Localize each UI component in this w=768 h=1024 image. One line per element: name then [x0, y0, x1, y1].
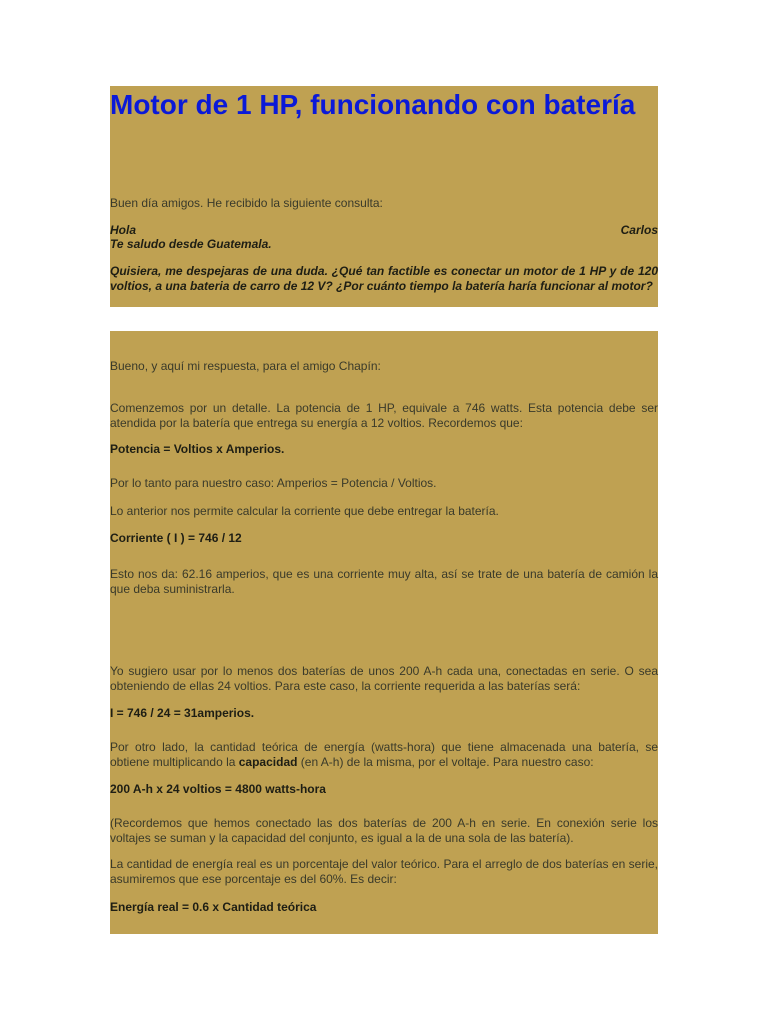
letter-author: Carlos [620, 223, 658, 237]
formula-real-energy: Energía real = 0.6 x Cantidad teórica [110, 900, 317, 914]
answer-intro: Bueno, y aquí mi respuesta, para el amigo Chapín: [110, 359, 381, 373]
formula-current-24v: I = 746 / 24 = 31amperios. [110, 706, 255, 720]
answer-paragraph-real-energy: La cantidad de energía real es un porcentaje del valor teórico. Para el arreglo de dos baterías en serie, asumiremos que ese porcentaje es del 60%. Es decir: [110, 857, 658, 886]
answer-paragraph-current: Lo anterior nos permite calcular la corriente que debe entregar la batería. [110, 504, 499, 518]
formula-energy: 200 A-h x 24 voltios = 4800 watts-hora [110, 782, 326, 796]
answer-paragraph-result: Esto nos da: 62.16 amperios, que es una corriente muy alta, así se trate de una batería de camión la que deba suministrarla. [110, 567, 658, 596]
letter-salutation [110, 223, 658, 238]
letter-greeting: Hola [110, 223, 137, 237]
capacity-term: capacidad [238, 754, 298, 769]
formula-current: Corriente ( I ) = 746 / 12 [110, 531, 242, 545]
answer-paragraph-amperes: Por lo tanto para nuestro caso: Amperios = Potencia / Voltios. [110, 476, 437, 490]
letter-origin: Te saludo desde Guatemala. [110, 237, 272, 251]
intro-text: Buen día amigos. He recibido la siguiente consulta: [110, 196, 383, 210]
answer-paragraph-suggestion: Yo sugiero usar por lo menos dos baterías de unos 200 A-h cada una, conectadas en serie. O sea obteniendo de ellas 24 voltios. Para este caso, la corriente requerida a las baterías será: [110, 664, 658, 693]
question-panel [110, 86, 658, 307]
answer-paragraph-energy: Por otro lado, la cantidad teórica de energía (watts-hora) que tiene almacenada una batería, se obtiene multiplicando la capacidad (en A-h) de la misma, por el voltaje. Para nuestro caso: [110, 740, 658, 769]
formula-power: Potencia = Voltios x Amperios. [110, 442, 285, 456]
letter-question: Quisiera, me despejaras de una duda. ¿Qué tan factible es conectar un motor de 1 HP y de 120 voltios, a una bateria de carro de 12 V? ¿Por cuánto tiempo la batería haría funcionar al motor? [110, 264, 658, 293]
answer-paragraph-power: Comenzemos por un detalle. La potencia de 1 HP, equivale a 746 watts. Esta potencia debe ser atendida por la batería que entrega su energía a 12 voltios. Recordemos que: [110, 401, 658, 430]
answer-panel [110, 331, 658, 934]
page-title: Motor de 1 HP, funcionando con batería [110, 89, 636, 120]
answer-paragraph-series: (Recordemos que hemos conectado las dos baterías de 200 A-h en serie. En conexión serie los voltajes se suman y la capacidad del conjunto, es igual a la de una sola de las batería). [110, 816, 658, 845]
